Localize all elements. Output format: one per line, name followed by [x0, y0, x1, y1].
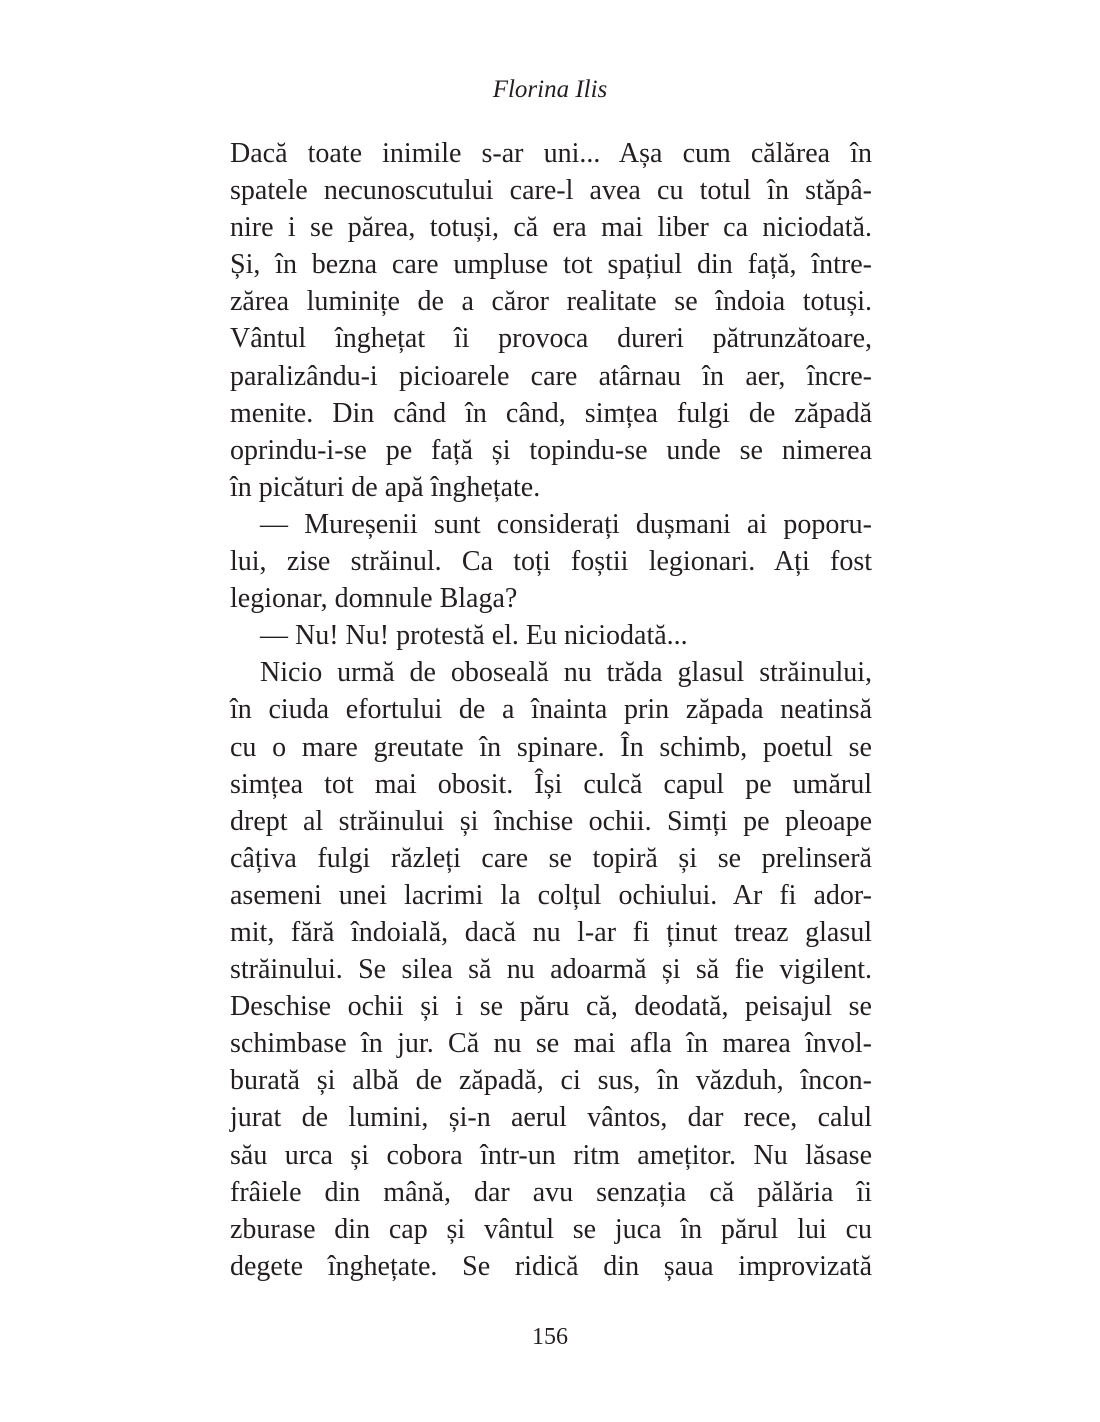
text-line: — Mureșenii sunt considerați dușmani ai poporu-	[260, 508, 872, 540]
text-line: în picături de apă înghețate.	[230, 471, 541, 503]
text-line: oprindu-i-se pe față și topindu-se unde se nimerea	[230, 434, 872, 466]
text-line: Și, în bezna care umpluse tot spațiul din față, între-	[230, 249, 872, 281]
text-line: zburase din cap și vântul se juca în părul lui cu	[230, 1213, 872, 1245]
page-number: 156	[532, 1324, 568, 1350]
text-line: străinului. Se silea să nu adoarmă și să fie vigilent.	[230, 954, 872, 986]
text-line: Dacă toate inimile s-ar uni... Așa cum călărea în	[230, 138, 872, 169]
text-line: menite. Din când în când, simțea fulgi de zăpadă	[230, 397, 872, 429]
text-line: câțiva fulgi răzleți care se topiră și se prelinseră	[230, 842, 872, 874]
text-line: frâiele din mână, dar avu senzația că pălăria îi	[230, 1176, 872, 1208]
text-line: asemeni unei lacrimi la colțul ochiului. Ar fi ador-	[230, 879, 872, 911]
text-line: Nicio urmă de oboseală nu trăda glasul străinului,	[260, 657, 872, 689]
text-line: nire i se părea, totuși, că era mai liber ca niciodată.	[230, 212, 872, 244]
text-line: său urca și cobora într-un ritm amețitor. Nu lăsase	[230, 1139, 872, 1171]
running-head-author: Florina Ilis	[492, 76, 608, 103]
text-line: jurat de lumini, și-n aerul vântos, dar rece, calul	[230, 1102, 872, 1134]
text-line: spatele necunoscutului care-l avea cu totul în stăpâ-	[230, 175, 872, 207]
text-line: mit, fără îndoială, dacă nu l-ar fi ținut treaz glasul	[230, 916, 872, 948]
text-line: cu o mare greutate în spinare. În schimb, poetul se	[230, 731, 872, 763]
text-line: — Nu! Nu! protestă el. Eu niciodată...	[260, 620, 688, 652]
text-line: Vântul înghețat îi provoca dureri pătrunzătoare,	[230, 323, 872, 355]
text-line: simțea tot mai obosit. Își culcă capul pe umărul	[230, 768, 872, 800]
text-line: drept al străinului și închise ochii. Simți pe pleoape	[230, 805, 872, 837]
text-line: zărea luminițe de a căror realitate se îndoia totuși.	[230, 286, 872, 318]
text-line: în ciuda efortului de a înainta prin zăpada neatinsă	[230, 694, 872, 726]
text-line: burată și albă de zăpadă, ci sus, în văzduh, încon-	[230, 1065, 872, 1097]
text-line: legionar, domnule Blaga?	[230, 583, 518, 615]
text-line: Deschise ochii și i se păru că, deodată, peisajul se	[230, 991, 872, 1023]
text-line: paralizându-i picioarele care atârnau în aer, încre-	[230, 360, 872, 392]
text-line: schimbase în jur. Că nu se mai afla în marea învol-	[230, 1028, 872, 1060]
text-line: lui, zise străinul. Ca toți foștii legionari. Ați fost	[230, 546, 872, 578]
text-line: degete înghețate. Se ridică din șaua improvizată	[230, 1250, 872, 1282]
body-text	[230, 135, 872, 1285]
